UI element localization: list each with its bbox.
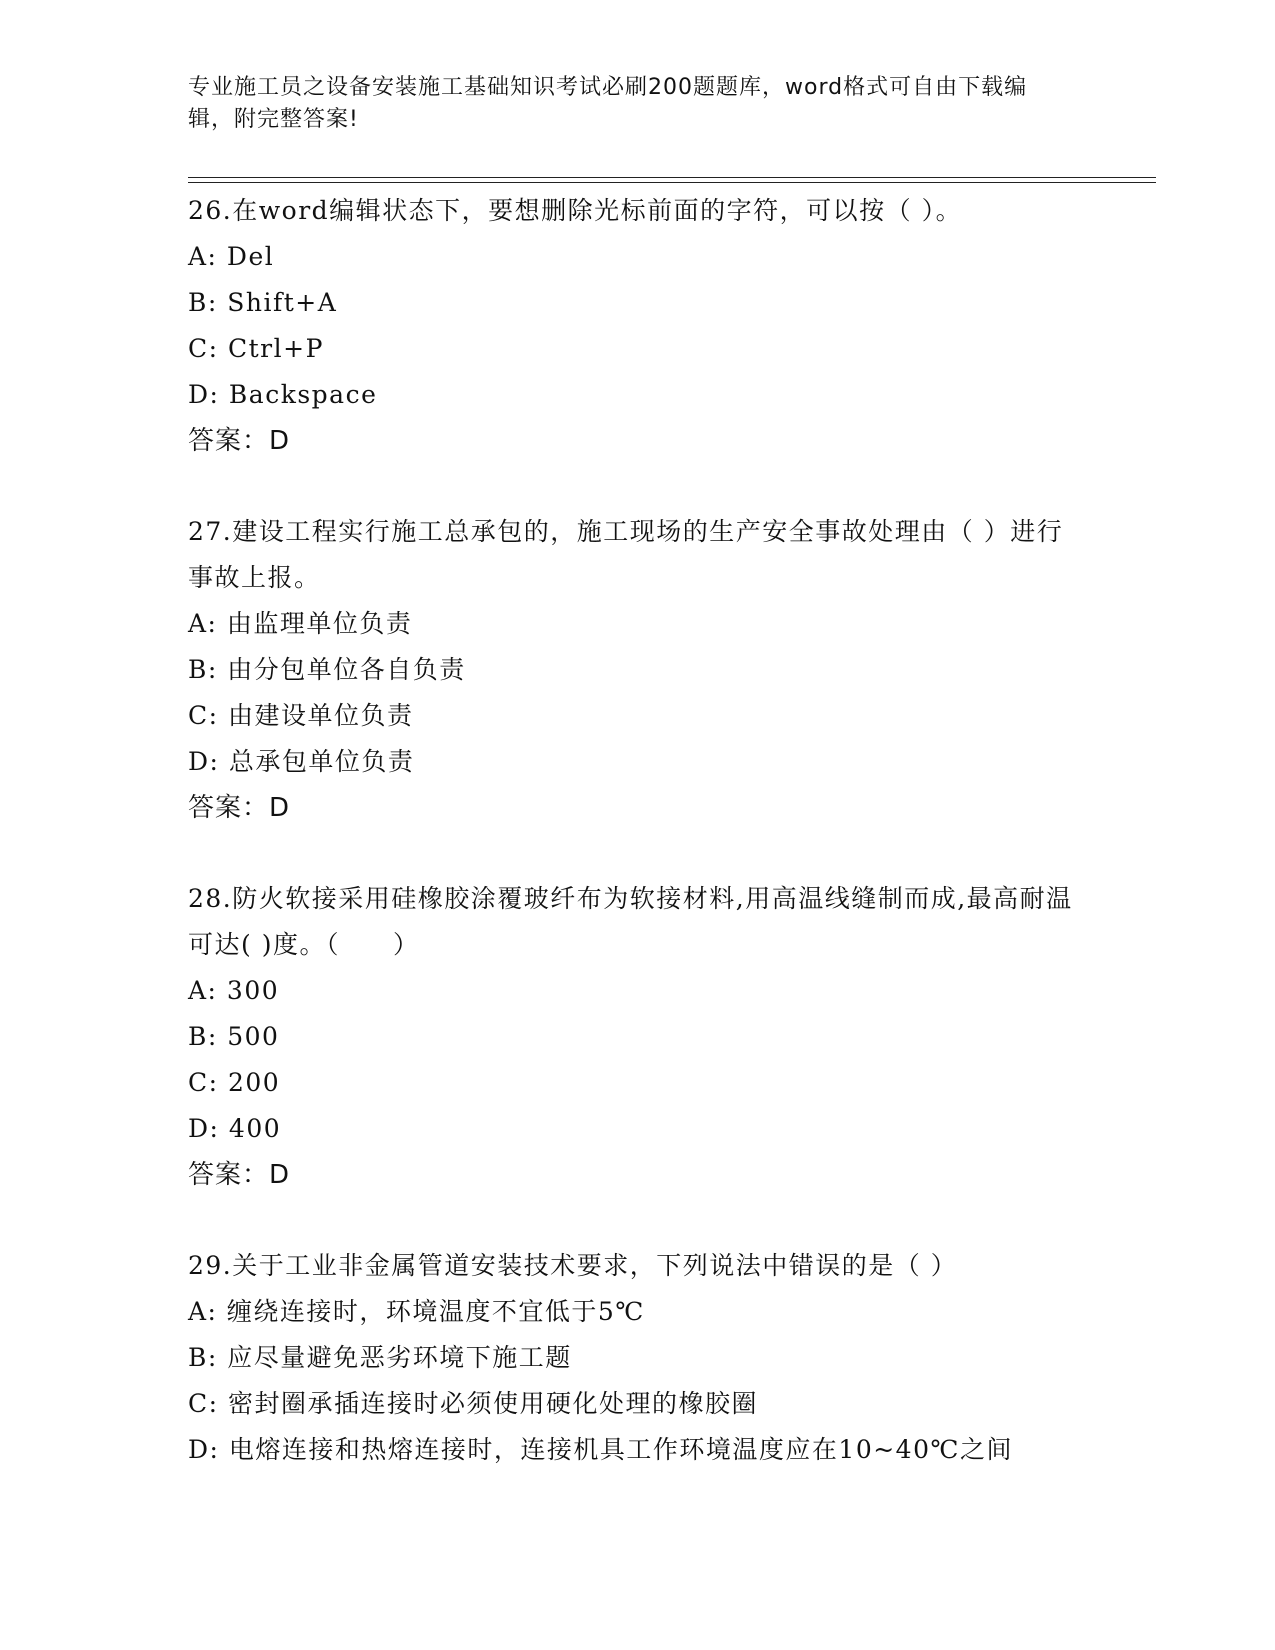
option-a: A: 由监理单位负责 bbox=[188, 609, 413, 638]
question-item bbox=[188, 509, 1088, 831]
option-d: D: 总承包单位负责 bbox=[188, 747, 415, 776]
question-text: 28.防火软接采用硅橡胶涂覆玻纤布为软接材料,用高温线缝制而成,最高耐温可达( )度。（ ） bbox=[188, 884, 1073, 959]
question-text: 27.建设工程实行施工总承包的，施工现场的生产安全事故处理由（ ）进行事故上报。 bbox=[188, 517, 1064, 592]
option-c: C: 由建设单位负责 bbox=[188, 701, 414, 730]
header-divider bbox=[188, 177, 1156, 178]
option-b: B: 应尽量避免恶劣环境下施工题 bbox=[188, 1343, 572, 1372]
question-item bbox=[188, 1243, 1088, 1473]
answer-line: 答案：D bbox=[188, 1160, 291, 1190]
question-text: 26.在word编辑状态下，要想删除光标前面的字符，可以按（ ）。 bbox=[188, 196, 963, 225]
question-list bbox=[188, 188, 1088, 1473]
option-b: B: Shift+A bbox=[188, 288, 338, 317]
option-c: C: 200 bbox=[188, 1068, 281, 1097]
option-b: B: 由分包单位各自负责 bbox=[188, 655, 466, 684]
header-divider bbox=[188, 182, 1156, 183]
question-text: 29.关于工业非金属管道安装技术要求，下列说法中错误的是（ ） bbox=[188, 1251, 958, 1280]
option-a: A: Del bbox=[188, 242, 275, 271]
option-d: D: 400 bbox=[188, 1114, 282, 1143]
option-b: B: 500 bbox=[188, 1022, 280, 1051]
option-a: A: 缠绕连接时，环境温度不宜低于5℃ bbox=[188, 1297, 645, 1326]
answer-line: 答案：D bbox=[188, 426, 291, 456]
document-title: 专业施工员之设备安装施工基础知识考试必刷200题题库，word格式可自由下载编辑，附完整答案! bbox=[188, 75, 1028, 132]
option-c: C: Ctrl+P bbox=[188, 334, 324, 363]
question-item bbox=[188, 876, 1088, 1198]
option-a: A: 300 bbox=[188, 976, 280, 1005]
option-c: C: 密封圈承插连接时必须使用硬化处理的橡胶圈 bbox=[188, 1389, 758, 1418]
option-d: D: Backspace bbox=[188, 380, 378, 409]
option-d: D: 电熔连接和热熔连接时，连接机具工作环境温度应在10~40℃之间 bbox=[188, 1435, 1013, 1464]
answer-line: 答案：D bbox=[188, 793, 291, 823]
question-item bbox=[188, 188, 1088, 464]
